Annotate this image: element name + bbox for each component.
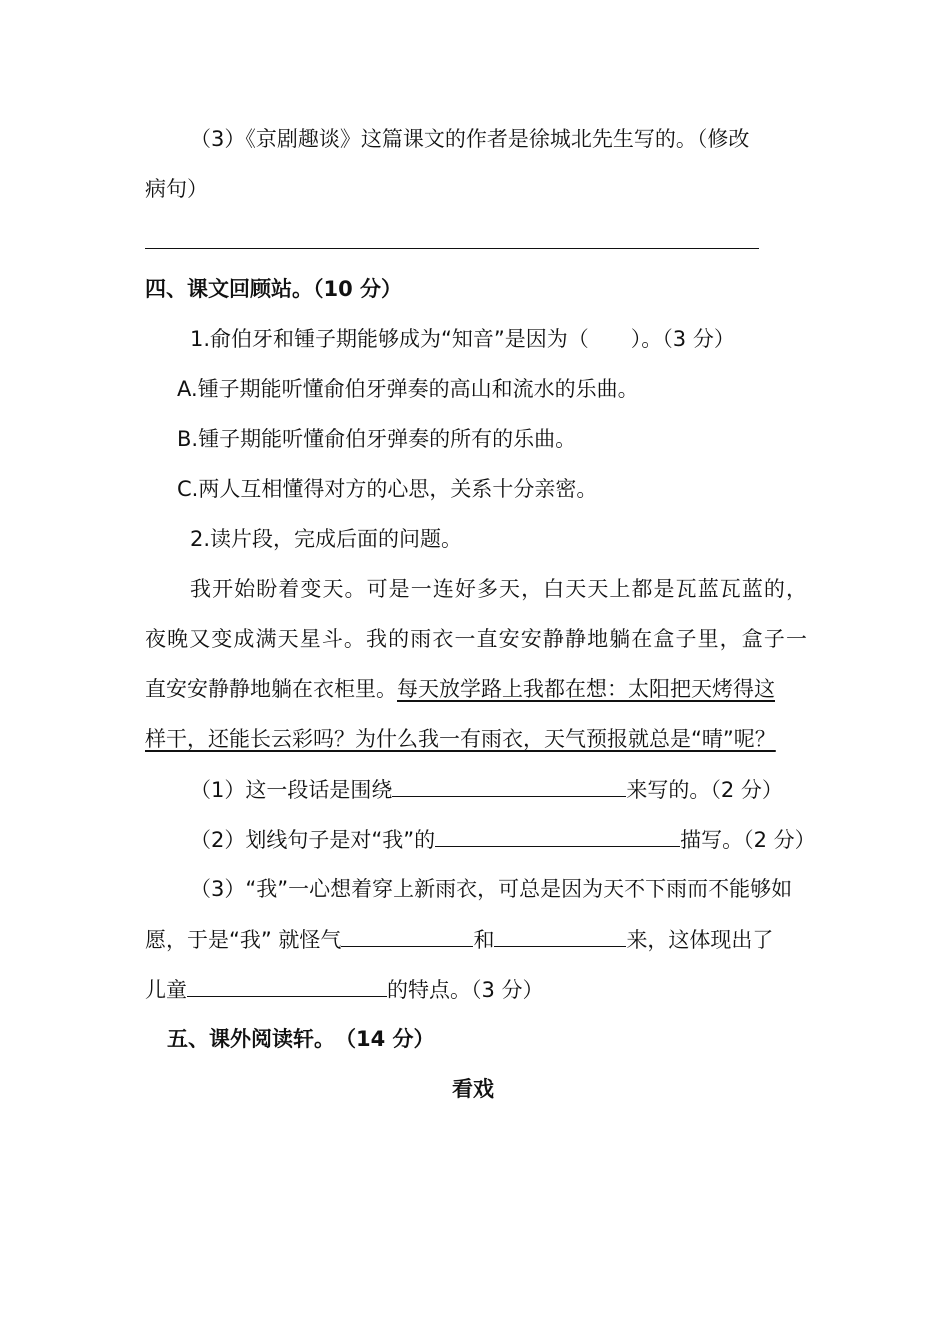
sub-question-1: [190, 774, 783, 805]
sub3-blank-2[interactable]: [494, 924, 626, 947]
sub1-after: 来写的。（2 分）: [626, 778, 783, 802]
section4-title: 四、课文回顾站。（10 分）: [145, 277, 403, 301]
sub2-after: 描写。（2 分）: [680, 828, 816, 852]
sub1-blank[interactable]: [392, 774, 626, 797]
underlined-sentence-part2: 样干，还能长云彩吗？为什么我一有雨衣，天气预报就总是“晴”呢？: [145, 727, 776, 751]
underlined-sentence-part1: 每天放学路上我都在想：太阳把天烤得这: [397, 677, 775, 701]
option-a[interactable]: A.锺子期能听懂俞伯牙弹奏的高山和流水的乐曲。: [177, 377, 639, 401]
option-b[interactable]: B.锺子期能听懂俞伯牙弹奏的所有的乐曲。: [177, 427, 577, 451]
sub3-line2: [145, 924, 773, 955]
sub3-line2-a: 愿，于是“我” 就怪气: [145, 928, 342, 952]
passage-line3: [145, 674, 775, 704]
option-c[interactable]: C.两人互相懂得对方的心思，关系十分亲密。: [177, 477, 598, 501]
sub3-line3-b: 的特点。（3 分）: [387, 978, 544, 1002]
sub3-line2-b: 和: [473, 928, 495, 952]
sub-question-2: [190, 824, 816, 855]
sub2-blank[interactable]: [435, 824, 680, 847]
q2-stem: 2.读片段，完成后面的问题。: [190, 527, 463, 551]
sub1-before: （1）这一段话是围绕: [190, 778, 393, 802]
article-title: 看戏: [452, 1077, 494, 1101]
sub3-line3-a: 儿童: [145, 978, 187, 1002]
sub3-blank-1[interactable]: [341, 924, 473, 947]
passage-line1: 我开始盼着变天。可是一连好多天，白天天上都是瓦蓝瓦蓝的，: [190, 577, 807, 601]
sub3-line1: （3）“我”一心想着穿上新雨衣，可总是因为天不下雨而不能够如: [190, 877, 793, 901]
answer-line[interactable]: [145, 248, 759, 249]
q3-sentence-line2: 病句）: [145, 177, 208, 201]
sub3-blank-3[interactable]: [187, 974, 387, 997]
sub3-line2-c: 来，这体现出了: [626, 928, 774, 952]
sub2-before: （2）划线句子是对“我”的: [190, 828, 436, 852]
sub3-line3: [145, 974, 544, 1005]
passage-line3-plain: 直安安静静地躺在衣柜里。: [145, 677, 397, 701]
q3-sentence-line1: （3）《京剧趣谈》这篇课文的作者是徐城北先生写的。（修改: [190, 127, 750, 151]
section5-title: 五、课外阅读轩。 （14 分）: [167, 1027, 435, 1051]
passage-line2: 夜晚又变成满天星斗。我的雨衣一直安安静静地躺在盒子里，盒子一: [145, 627, 807, 651]
q1-stem: 1.俞伯牙和锺子期能够成为“知音”是因为（ ）。（3 分）: [190, 327, 735, 351]
